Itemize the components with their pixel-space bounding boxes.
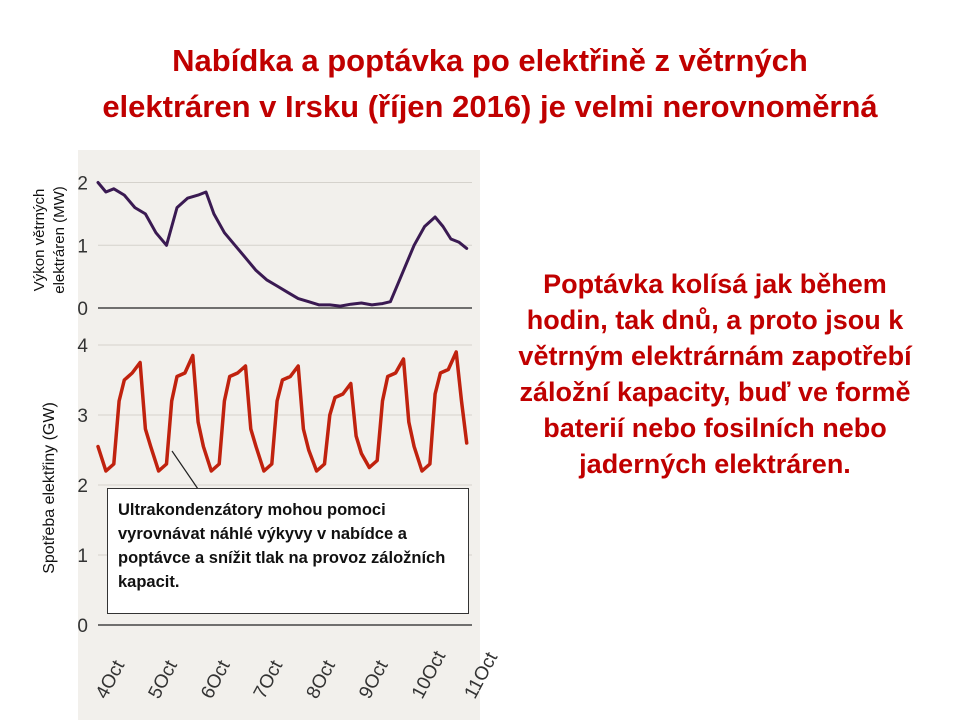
callout-box: [107, 488, 469, 614]
wind-ylabel-line2: elektráren (MW): [51, 186, 68, 294]
x-tick-label: 4Oct: [91, 657, 130, 703]
x-tick-label: 6Oct: [197, 657, 235, 703]
demand-ytick-label: 3: [77, 406, 88, 427]
x-tick-label: 5Oct: [144, 657, 182, 703]
wind-ytick-label: 1: [77, 236, 88, 258]
wind-ylabel-line1: Výkon větrných: [31, 188, 48, 292]
slide-title: [60, 38, 920, 130]
title-line-1: Nabídka a poptávka po elektřině z větrných: [172, 43, 808, 78]
title-line-2: elektráren v Irsku (říjen 2016) je velmi nerovnoměrná: [102, 89, 878, 124]
demand-ytick-label: 0: [77, 616, 88, 637]
demand-ylabel: Spotřeba elektřiny (GW): [41, 402, 58, 574]
wind-ytick-label: 2: [77, 173, 88, 195]
demand-ytick-label: 4: [77, 336, 88, 357]
wind-ytick-label: 0: [77, 299, 88, 320]
callout-text: Ultrakondenzátory mohou pomoci vyrovnávat náhlé výkyvy v nabídce a poptávce a snížit tlak na provoz záložních kapacit.: [118, 501, 446, 591]
body-text: Poptávka kolísá jak během hodin, tak dnů, a proto jsou k větrným elektrárnám zapotřebí záložní kapacity, buď ve formě baterií nebo fosilních nebo jaderných elektráren.: [518, 269, 912, 479]
x-tick-label: 10Oct: [407, 647, 451, 703]
chart-svg: [0, 148, 503, 720]
chart-figure: [0, 148, 503, 720]
demand-ytick-label: 2: [77, 476, 88, 497]
demand-ytick-label: 1: [77, 546, 88, 567]
x-tick-label: 11Oct: [460, 648, 503, 703]
x-tick-label: 9Oct: [355, 657, 393, 703]
x-tick-label: 7Oct: [249, 657, 288, 703]
x-tick-label: 8Oct: [302, 657, 340, 703]
